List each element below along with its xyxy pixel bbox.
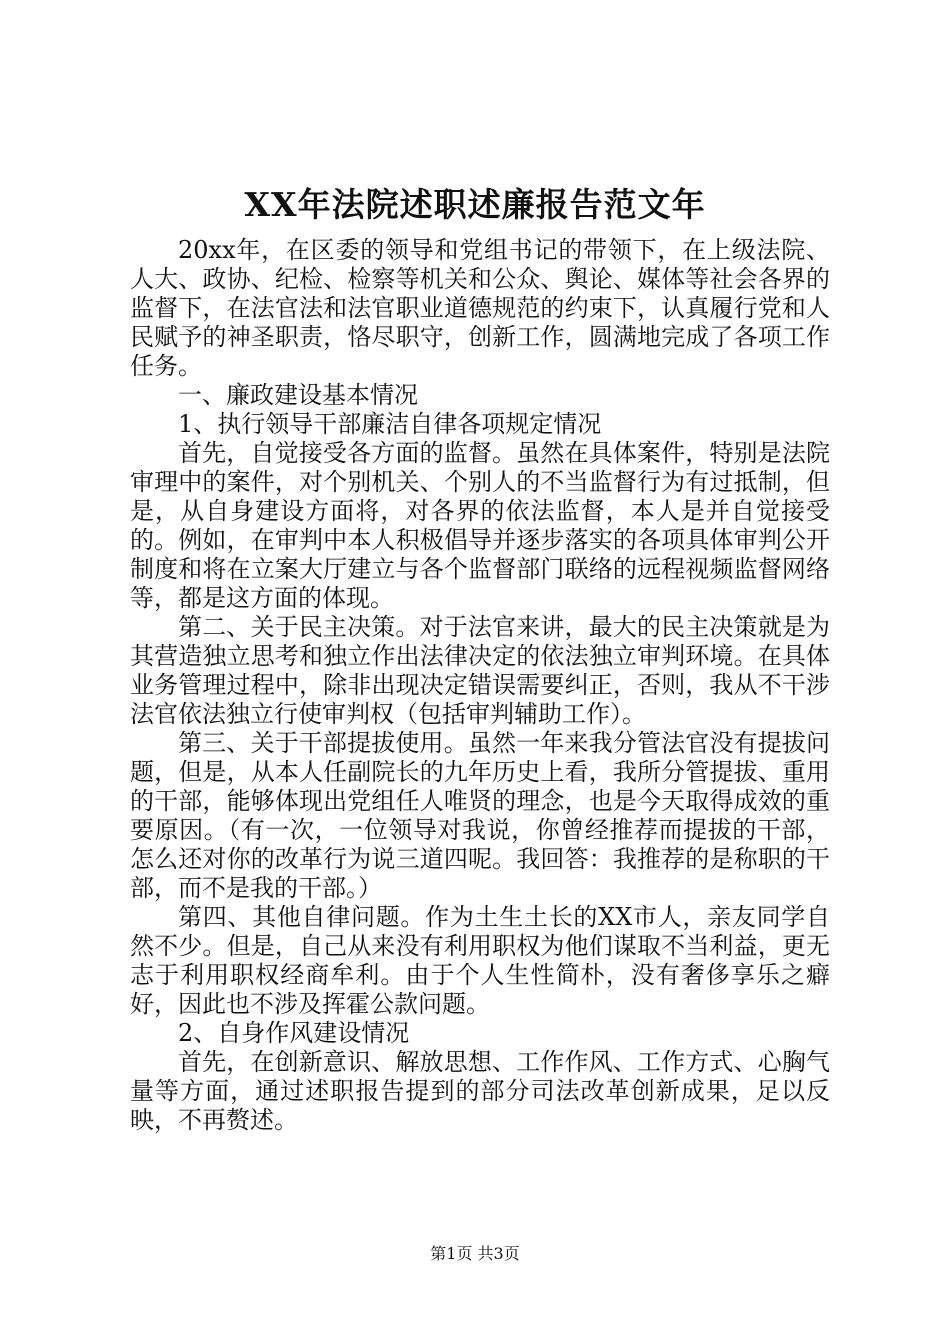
- paragraph-supervision: 首先，自觉接受各方面的监督。虽然在具体案件，特别是法院审理中的案件，对个别机关、个别人的不当监督行为有过抵制，但是，从自身建设方面将，对各界的依法监督，本人是并自觉接受的。例如，在审判中本人积极倡导并逐步落实的各项具体审判公开制度和将在立案大厅建立与各个监督部门联络的远程视频监督网络等，都是这方面的体现。: [130, 439, 830, 612]
- subsection-heading-1: 1、执行领导干部廉洁自律各项规定情况: [178, 410, 602, 438]
- paragraph-intro: 20xx年，在区委的领导和党组书记的带领下，在上级法院、人大、政协、纪检、检察等机关和公众、舆论、媒体等社会各界的监督下，在法官法和法官职业道德规范的约束下，认真履行党和人民赋予的神圣职责，恪尽职守，创新工作，圆满地完成了各项工作任务。: [130, 236, 830, 380]
- document-title: XX年法院述职述廉报告范文年: [244, 185, 706, 224]
- page-number-footer: 第1页 共3页: [430, 1244, 520, 1263]
- paragraph-work-style: 首先，在创新意识、解放思想、工作作风、工作方式、心胸气量等方面，通过述职报告提到的部分司法改革创新成果，足以反映，不再赘述。: [130, 1048, 830, 1134]
- paragraph-cadre-promotion: 第三、关于干部提拔使用。虽然一年来我分管法官没有提拔问题，但是，从本人任副院长的九年历史上看，我所分管提拔、重用的干部，能够体现出党组任人唯贤的理念，也是今天取得成效的重要原因。（有一次，一位领导对我说，你曾经推荐而提拔的干部，怎么还对你的改革行为说三道四呢。我回答：我推荐的是称职的干部，而不是我的干部。）: [130, 729, 830, 902]
- paragraph-democratic-decision: 第二、关于民主决策。对于法官来讲，最大的民主决策就是为其营造独立思考和独立作出法律决定的依法独立审判环境。在具体业务管理过程中，除非出现决定错误需要纠正，否则，我从不干涉法官依法独立行使审判权（包括审判辅助工作）。: [130, 613, 830, 728]
- section-heading-1: 一、廉政建设基本情况: [178, 381, 418, 409]
- document-body: [130, 236, 830, 1135]
- subsection-heading-2: 2、自身作风建设情况: [178, 1019, 410, 1047]
- paragraph-self-discipline: 第四、其他自律问题。作为土生土长的XX市人，亲友同学自然不少。但是，自己从来没有利用职权为他们谋取不当利益，更无志于利用职权经商牟利。由于个人生性简朴，没有奢侈享乐之癖好，因此也不涉及挥霍公款问题。: [130, 903, 830, 1018]
